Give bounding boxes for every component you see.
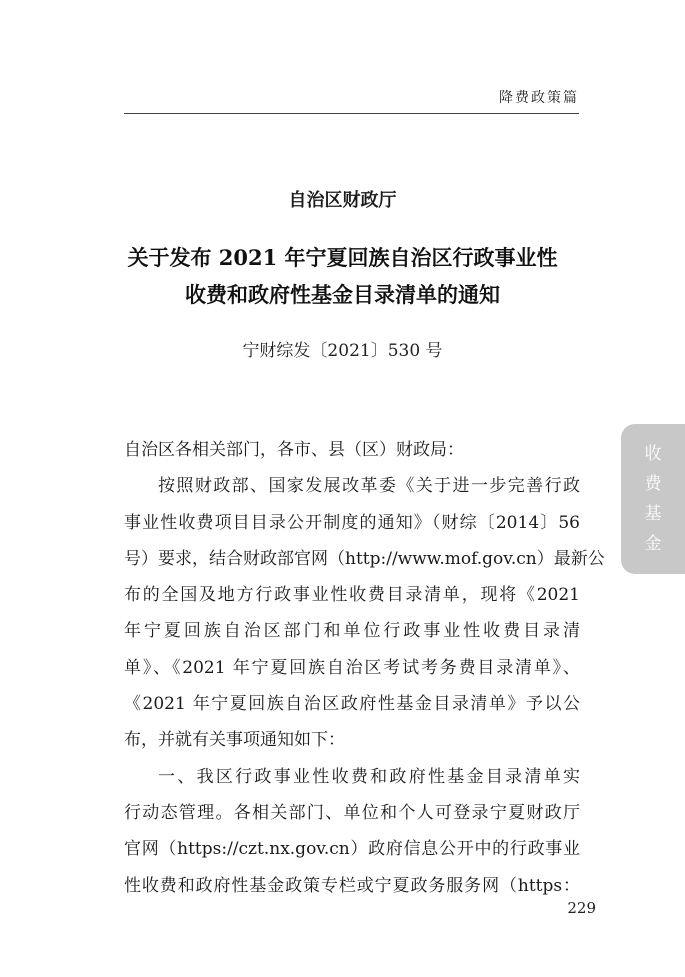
page-number: 229: [567, 899, 596, 917]
side-tab-char: 金: [644, 534, 662, 554]
document-title-line: 收费和政府性基金目录清单的通知: [185, 282, 500, 307]
side-tab-char: 基: [644, 504, 662, 524]
document-body: [124, 432, 605, 904]
document-issuer: 自治区财政厅: [288, 190, 397, 211]
body-line: 自治区各相关部门，各市、县（区）财政局：: [124, 440, 464, 460]
body-line: 性收费和政府性基金政策专栏或宁夏政务服务网（https：: [124, 875, 580, 896]
body-line: 事业性收费项目目录公开制度的通知》（财综〔2014〕56: [124, 512, 580, 533]
body-line: 按照财政部、国家发展改革委《关于进一步完善行政: [158, 476, 580, 497]
body-line: 行动态管理。各相关部门、单位和个人可登录宁夏财政厅: [124, 802, 580, 823]
side-tab-char: 收: [644, 444, 662, 464]
document-title: [0, 239, 685, 313]
section-side-tab: [621, 424, 685, 574]
side-tab-char: 费: [644, 474, 662, 494]
body-line: 一、我区行政事业性收费和政府性基金目录清单实: [158, 766, 580, 787]
body-line: 年宁夏回族自治区部门和单位行政事业性收费目录清: [124, 621, 580, 642]
body-line: 《2021 年宁夏回族自治区政府性基金目录清单》予以公: [124, 694, 580, 715]
document-title-line: 关于发布 2021 年宁夏回族自治区行政事业性: [127, 245, 558, 270]
document-number: 宁财综发〔2021〕530 号: [242, 341, 443, 361]
section-header-label: 降费政策篇: [499, 90, 579, 106]
header-divider: [124, 113, 579, 114]
body-line: 布，并就有关事项通知如下：: [124, 730, 345, 751]
body-line: 官网（https://czt.nx.gov.cn）政府信息公开中的行政事业: [124, 839, 580, 860]
body-line: 号）要求，结合财政部官网（http://www.mof.gov.cn）最新公: [124, 548, 605, 569]
body-line: 单》、《2021 年宁夏回族自治区考试考务费目录清单》、: [124, 657, 580, 678]
body-line: 布的全国及地方行政事业性收费目录清单，现将《2021: [124, 585, 580, 606]
